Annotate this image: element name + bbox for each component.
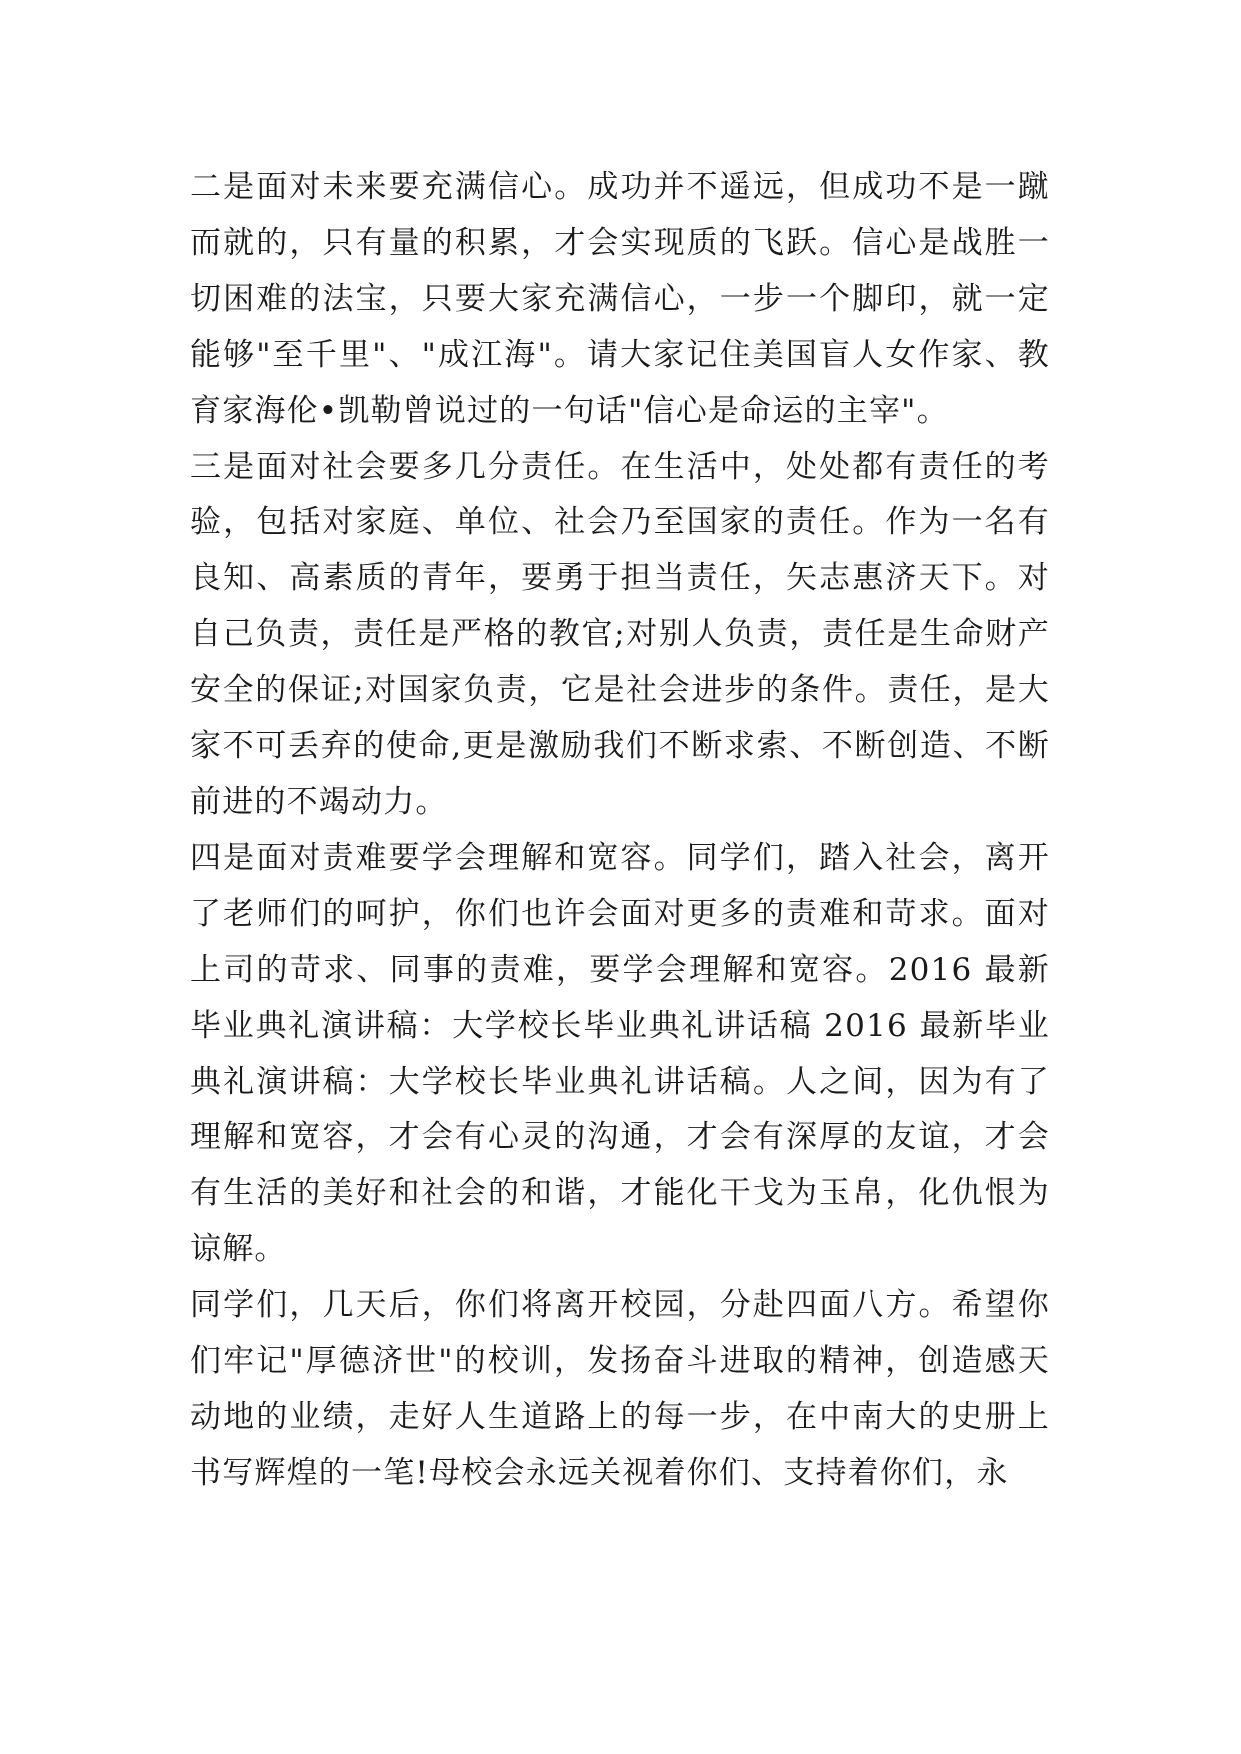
paragraph-farewell: 同学们，几天后，你们将离开校园，分赴四面八方。希望你们牢记"厚德济世"的校训，发扬奋斗进取的精神，创造感天动地的业绩，走好人生道路上的每一步，在中南大的史册上书写辉煌的一笔!母校会永远关视着你们、支持着你们，永	[190, 1287, 1050, 1491]
document-body	[190, 160, 1050, 1502]
paragraph-confidence: 二是面对未来要充满信心。成功并不遥远，但成功不是一蹴而就的，只有量的积累，才会实现质的飞跃。信心是战胜一切困难的法宝，只要大家充满信心，一步一个脚印，就一定能够"至千里"、"成江海"。请大家记住美国盲人女作家、教育家海伦•凯勒曾说过的一句话"信心是命运的主宰"。	[190, 169, 1050, 429]
paragraph-tolerance: 四是面对责难要学会理解和宽容。同学们，踏入社会，离开了老师们的呵护，你们也许会面对更多的责难和苛求。面对上司的苛求、同事的责难，要学会理解和宽容。2016 最新毕业典礼演讲稿：大学校长毕业典礼讲话稿 2016 最新毕业典礼演讲稿：大学校长毕业典礼讲话稿。人之间，因为有了理解和宽容，才会有心灵的沟通，才会有深厚的友谊，才会有生活的美好和社会的和谐，才能化干戈为玉帛，化仇恨为谅解。	[190, 839, 1050, 1268]
paragraph-responsibility: 三是面对社会要多几分责任。在生活中，处处都有责任的考验，包括对家庭、单位、社会乃至国家的责任。作为一名有良知、高素质的青年，要勇于担当责任，矢志惠济天下。对自己负责，责任是严格的教官;对别人负责，责任是生命财产安全的保证;对国家负责，它是社会进步的条件。责任，是大家不可丢弃的使命,更是激励我们不断求索、不断创造、不断前进的不竭动力。	[190, 448, 1050, 820]
